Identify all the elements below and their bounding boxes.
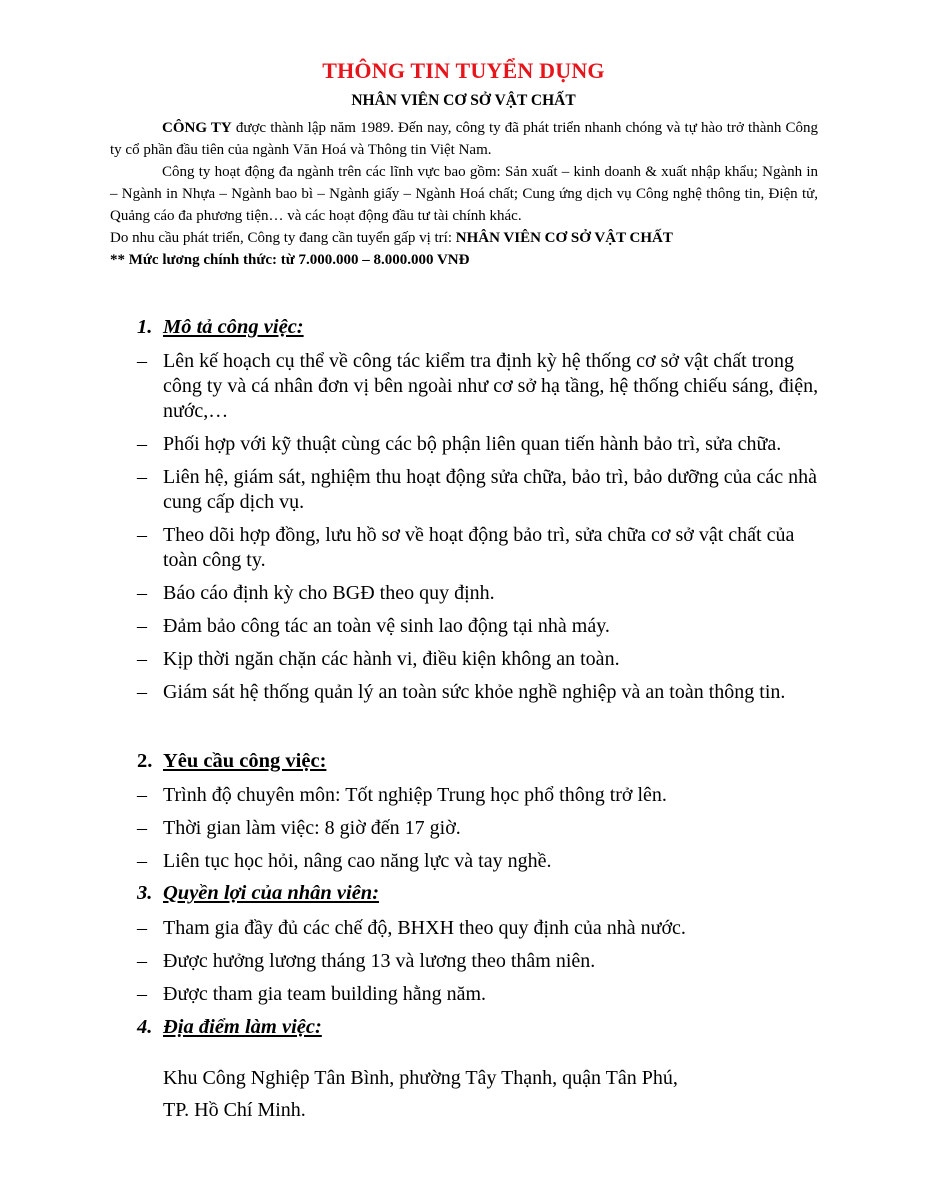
dash-bullet: – [137,615,147,637]
intro-paragraph-3 [110,227,818,249]
dash-bullet: – [137,350,147,372]
list-item [137,849,827,874]
list-item-text: Kịp thời ngăn chặn các hành vi, điều kiện không an toàn. [163,648,620,670]
list-item [137,783,827,808]
list-item-text: Được hưởng lương tháng 13 và lương theo thâm niên. [163,950,596,972]
intro-paragraph-3-text: Do nhu cầu phát triển, Công ty đang cần tuyển gấp vị trí: [110,230,456,246]
list-item [137,523,827,573]
position-subtitle: NHÂN VIÊN CƠ SỞ VẬT CHẤT [351,92,576,109]
position-name: NHÂN VIÊN CƠ SỞ VẬT CHẤT [455,230,673,246]
list-item [137,982,827,1007]
address-line-2: TP. Hồ Chí Minh. [163,1099,306,1121]
list-item [137,816,827,841]
section-heading-1 [137,316,304,339]
section-title: Quyền lợi của nhân viên: [163,882,380,904]
intro-paragraph-2: Công ty hoạt động đa ngành trên các lĩnh vực bao gồm: Sản xuất – kinh doanh & xuất nhập khẩu; Ngành in – Ngành in Nhựa – Ngành bao bì – Ngành giấy – Ngành Hoá chất; Cung ứng dịch vụ Công nghệ thông tin, Điện tử, Quảng cáo đa phương tiện… và các hoạt động đầu tư tài chính khác. [110,164,818,224]
requirements-list [137,783,827,882]
section-heading-2 [137,750,326,773]
intro-paragraph-1 [110,117,818,161]
dash-bullet: – [137,433,147,455]
section-heading-3 [137,882,379,905]
list-item [137,349,827,424]
list-item [137,465,827,515]
list-item-text: Phối hợp với kỹ thuật cùng các bộ phận liên quan tiến hành bảo trì, sửa chữa. [163,433,782,455]
list-item-text: Đảm bảo công tác an toàn vệ sinh lao động tại nhà máy. [163,615,610,637]
list-item-text: Theo dõi hợp đồng, lưu hồ sơ về hoạt động bảo trì, sửa chữa cơ sở vật chất của toàn công ty. [163,524,795,571]
list-item-text: Tham gia đầy đủ các chế độ, BHXH theo quy định của nhà nước. [163,917,686,939]
dash-bullet: – [137,784,147,806]
list-item [137,680,827,705]
list-item-text: Liên hệ, giám sát, nghiệm thu hoạt động sửa chữa, bảo trì, bảo dưỡng của các nhà cung cấp dịch vụ. [163,466,818,513]
list-item [137,916,827,941]
list-item [137,614,827,639]
dash-bullet: – [137,648,147,670]
section-heading-4 [137,1016,322,1039]
benefits-list [137,916,827,1015]
list-item-text: Thời gian làm việc: 8 giờ đến 17 giờ. [163,817,461,839]
dash-bullet: – [137,850,147,872]
section-number: 1. [137,316,153,338]
dash-bullet: – [137,817,147,839]
dash-bullet: – [137,524,147,546]
salary-line: ** Mức lương chính thức: từ 7.000.000 – 8.000.000 VNĐ [110,252,470,268]
address-line-1: Khu Công Nghiệp Tân Bình, phường Tây Thạnh, quận Tân Phú, [163,1067,678,1089]
list-item [137,949,827,974]
section-title: Mô tả công việc: [163,316,304,338]
list-item [137,581,827,606]
list-item-text: Báo cáo định kỳ cho BGĐ theo quy định. [163,582,495,604]
list-item-text: Giám sát hệ thống quản lý an toàn sức khỏe nghề nghiệp và an toàn thông tin. [163,681,786,703]
job-description-list [137,349,827,713]
list-item [137,432,827,457]
section-title: Yêu cầu công việc: [163,750,327,772]
company-intro [110,117,818,271]
list-item [137,647,827,672]
work-address [163,1062,823,1126]
dash-bullet: – [137,950,147,972]
intro-paragraph-1-text: được thành lập năm 1989. Đến nay, công ty đã phát triển nhanh chóng và tự hào trở thành Công ty cổ phần đầu tiên của ngành Văn Hoá và Thông tin Việt Nam. [110,120,818,158]
section-title: Địa điểm làm việc: [163,1016,322,1038]
list-item-text: Được tham gia team building hằng năm. [163,983,487,1005]
dash-bullet: – [137,466,147,488]
dash-bullet: – [137,917,147,939]
list-item-text: Trình độ chuyên môn: Tốt nghiệp Trung học phổ thông trở lên. [163,784,667,806]
page-title: THÔNG TIN TUYỂN DỤNG [322,58,605,83]
list-item-text: Lên kế hoạch cụ thể về công tác kiểm tra định kỳ hệ thống cơ sở vật chất trong công ty và cá nhân đơn vị bên ngoài như cơ sở hạ tầng, hệ thống chiếu sáng, điện, nước,… [163,350,819,422]
dash-bullet: – [137,983,147,1005]
dash-bullet: – [137,582,147,604]
dash-bullet: – [137,681,147,703]
section-number: 3. [137,882,153,904]
section-number: 2. [137,750,153,772]
list-item-text: Liên tục học hỏi, nâng cao năng lực và tay nghề. [163,850,552,872]
company-label: CÔNG TY [162,120,232,136]
section-number: 4. [137,1016,153,1038]
